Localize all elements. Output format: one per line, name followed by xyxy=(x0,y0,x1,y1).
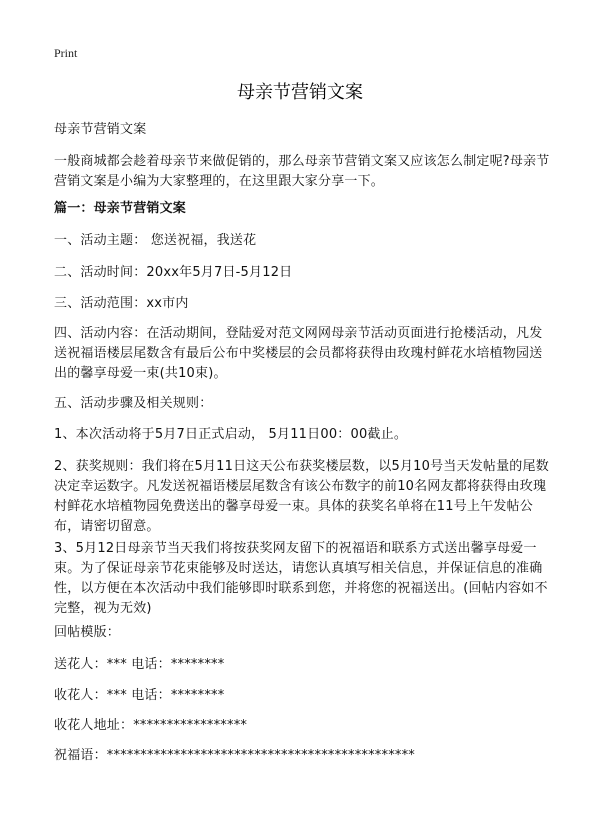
item-theme: 一、活动主题： 您送祝福，我送花 xyxy=(54,233,257,248)
template-recipient: 收花人：*** 电话：******** xyxy=(54,688,225,703)
rule-1: 1、本次活动将于5月7日正式启动， 5月11日00：00截止。 xyxy=(54,427,408,442)
rule-2: 2、获奖规则：我们将在5月11日这天公布获奖楼层数，以5月10号当天发帖量的尾数决定幸运数字。凡发送祝福语楼层尾数含有该公布数字的前10名网友都将获得由玫瑰村鲜花水培植物园免费送出的馨享母爱一束。具体的获奖名单将在11号上午发帖公布，请密切留意。 xyxy=(54,459,549,534)
document-subtitle: 母亲节营销文案 xyxy=(54,122,147,137)
rule-3: 3、5月12日母亲节当天我们将按获奖网友留下的祝福语和联系方式送出馨享母爱一束。为了保证母亲节花束能够及时送达，请您认真填写相关信息，并保证信息的准确性，以方便在本次活动中我们能够即时联系到您，并将您的祝福送出。(回帖内容如不完整，视为无效) xyxy=(54,541,548,616)
template-sender: 送花人：*** 电话：******** xyxy=(54,657,225,672)
template-address: 收花人地址：***************** xyxy=(54,718,248,733)
item-time: 二、活动时间：20xx年5月7日-5月12日 xyxy=(54,265,293,280)
item-steps-heading: 五、活动步骤及相关规则： xyxy=(54,396,213,411)
item-scope: 三、活动范围：xx市内 xyxy=(54,296,189,311)
section-heading: 篇一：母亲节营销文案 xyxy=(54,201,187,216)
template-blessing: 祝福语：********************************************** xyxy=(54,748,415,763)
template-heading: 回帖模版： xyxy=(54,625,121,640)
intro-paragraph: 一般商城都会趁着母亲节来做促销的，那么母亲节营销文案又应该怎么制定呢?母亲节营销文案是小编为大家整理的，在这里跟大家分享一下。 xyxy=(54,154,550,189)
document-title: 母亲节营销文案 xyxy=(237,82,363,103)
item-content: 四、活动内容：在活动期间，登陆爱对范文网网母亲节活动页面进行抢楼活动，凡发送祝福语楼层尾数含有最后公布中奖楼层的会员都将获得由玫瑰村鲜花水培植物园送出的馨享母爱一束(共10束)。 xyxy=(54,326,543,381)
print-link[interactable]: Print xyxy=(54,46,78,60)
